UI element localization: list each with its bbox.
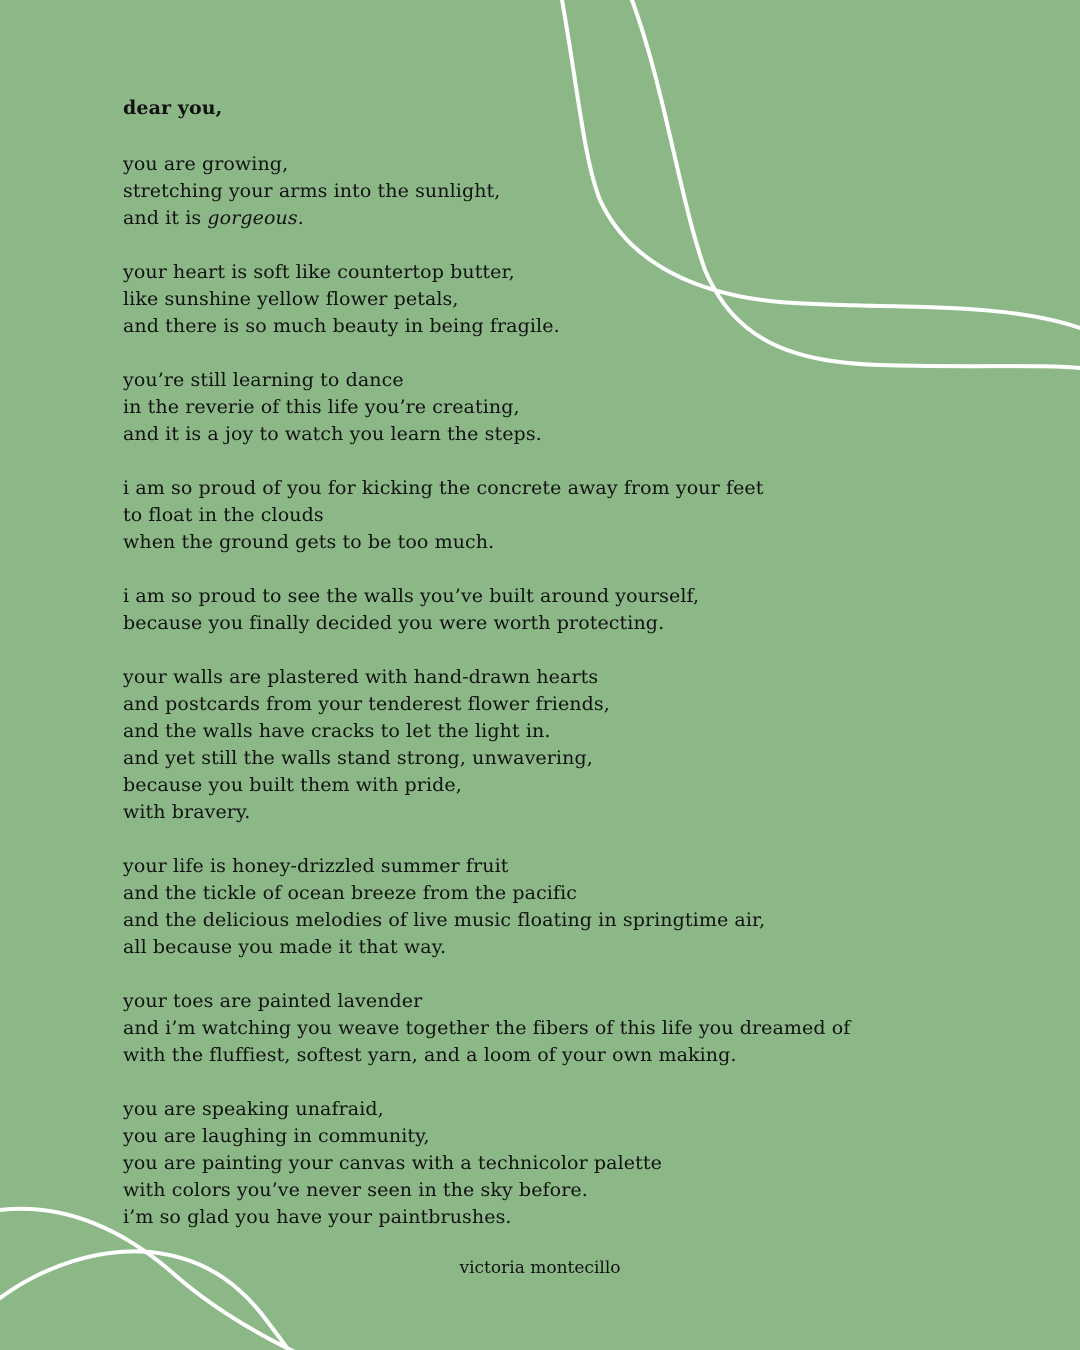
poem-line: you are speaking unafraid, [123,1098,384,1120]
poem-line: your toes are painted lavender [123,990,423,1012]
poem-line: and i’m watching you weave together the fibers of this life you dreamed of [123,1017,851,1039]
poem-line: and the tickle of ocean breeze from the pacific [123,882,578,904]
poem-line: with colors you’ve never seen in the sky before. [123,1179,588,1201]
poem-line: i am so proud to see the walls you’ve built around yourself, [123,585,700,607]
stanza-4 [123,475,1003,556]
stanza-8 [123,988,1003,1069]
poem-line: you are growing, [123,153,289,175]
poem-line: you are laughing in community, [123,1125,430,1147]
poem-line-suffix: . [297,207,304,229]
poem-line: i am so proud of you for kicking the concrete away from your feet [123,477,764,499]
poem-line: and there is so much beauty in being fragile. [123,315,560,337]
stanza-5 [123,583,1003,637]
poem-line: and postcards from your tenderest flower friends, [123,693,610,715]
poem-line: with bravery. [123,801,251,823]
poem-emphasis-word: gorgeous [207,207,298,229]
poem-line [123,205,1003,232]
poem-line: because you built them with pride, [123,774,462,796]
poem-body [123,92,1003,1258]
stanza-3 [123,367,1003,448]
poem-line: your life is honey-drizzled summer fruit [123,855,509,877]
poem-line: all because you made it that way. [123,936,447,958]
poem-line: stretching your arms into the sunlight, [123,180,501,202]
poem-greeting: dear you, [123,97,223,119]
poem-line: in the reverie of this life you’re creating, [123,396,520,418]
poem-line: and the delicious melodies of live music floating in springtime air, [123,909,766,931]
poem-line: you are painting your canvas with a technicolor palette [123,1152,662,1174]
poem-line: like sunshine yellow flower petals, [123,288,459,310]
poem-line: i’m so glad you have your paintbrushes. [123,1206,512,1228]
stanza-7 [123,853,1003,961]
poem-line: and it is a joy to watch you learn the steps. [123,423,542,445]
poem-line: when the ground gets to be too much. [123,531,495,553]
stanza-9 [123,1096,1003,1231]
author-signature: victoria montecillo [459,1258,621,1278]
poem-line: you’re still learning to dance [123,369,404,391]
poem-line: your heart is soft like countertop butter, [123,261,515,283]
poem-line: your walls are plastered with hand-drawn hearts [123,666,599,688]
stanza-2 [123,259,1003,340]
poem-line: with the fluffiest, softest yarn, and a loom of your own making. [123,1044,737,1066]
poem-line: to float in the clouds [123,504,324,526]
poem-line: because you finally decided you were worth protecting. [123,612,665,634]
stanza-6 [123,664,1003,826]
stanza-1 [123,151,1003,232]
poem-line-prefix: and it is [123,207,208,229]
poem-line: and the walls have cracks to let the light in. [123,720,551,742]
poem-line: and yet still the walls stand strong, unwavering, [123,747,593,769]
